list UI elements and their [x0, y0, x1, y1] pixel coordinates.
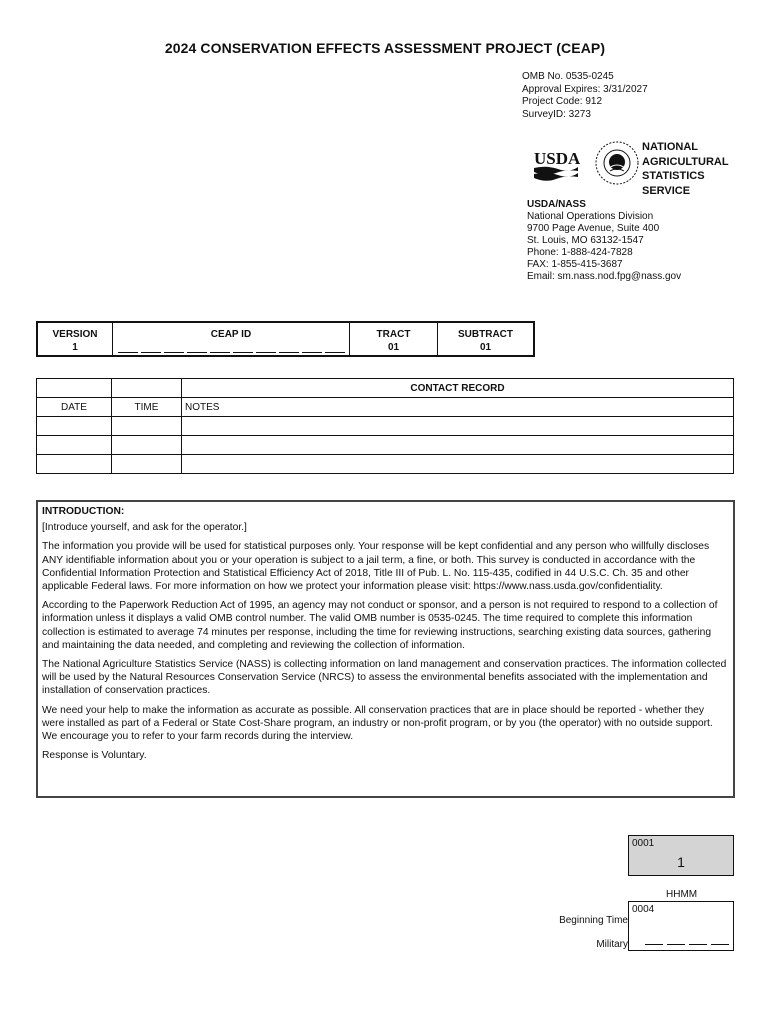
tract-value: 01 [387, 342, 400, 353]
address-division: National Operations Division [527, 211, 654, 222]
subtract-label: SUBTRACT [458, 329, 513, 340]
military-time-blanks[interactable] [645, 935, 729, 945]
omb-number: OMB No. 0535-0245 [522, 71, 614, 82]
agency-address [527, 199, 681, 283]
date-cell[interactable] [37, 436, 112, 455]
nass-seal-icon [594, 140, 640, 186]
address-head: USDA/NASS [527, 199, 586, 210]
confidentiality-paragraph: The information you provide will be used for statistical purposes only. Your response will be kept confidential and any person who willfully discloses ANY identifiable information about you or your operation is subject to a jail term, a fine, or both. This survey is conducted in accordance with the Confidential Information Protection and Statistical Efficiency Act of 2018, Title III of Pub. L. No. 115-435, codified in 44 U.S.C. Ch. 35 and other applicable Federal laws. For more information on how we protect your information please visit: https://www.nass.usda.gov/confidentiality. [42, 541, 710, 593]
table-row[interactable] [37, 436, 734, 455]
agency-line-3: STATISTICS [642, 170, 705, 182]
date-cell[interactable] [37, 455, 112, 474]
id-box [36, 321, 535, 357]
contact-header-row [37, 398, 734, 417]
notes-cell[interactable] [182, 455, 734, 474]
usda-logo-text: USDA [534, 149, 580, 168]
survey-id: SurveyID: 3273 [522, 108, 591, 120]
agency-line-4: SERVICE [642, 184, 691, 197]
contact-record-title: CONTACT RECORD [182, 379, 734, 398]
date-header: DATE [37, 398, 112, 417]
beginning-time-label: Beginning Time [559, 915, 628, 926]
tract-label: TRACT [376, 329, 411, 340]
agency-line-2: AGRICULTURAL [642, 155, 729, 168]
code-number: 0001 [632, 838, 655, 849]
subtract-value: 01 [479, 342, 492, 353]
page-title: 2024 CONSERVATION EFFECTS ASSESSMENT PROJECT (CEAP) [164, 40, 606, 56]
contact-record-table [36, 378, 734, 474]
address-email: Email: sm.nass.nod.fpg@nass.gov [527, 271, 682, 282]
table-row[interactable] [37, 455, 734, 474]
ceap-id-label: CEAP ID [210, 329, 252, 340]
ceap-id-blanks[interactable] [113, 341, 349, 353]
address-phone: Phone: 1-888-424-7828 [527, 247, 633, 258]
approval-expires: Approval Expires: 3/31/2027 [522, 83, 648, 95]
address-street: 9700 Page Avenue, Suite 400 [527, 223, 660, 234]
paperwork-paragraph: According to the Paperwork Reduction Act of 1995, an agency may not conduct or sponsor, and a person is not required to respond to a collection of information unless it displays a valid OMB control number. The valid OMB number is 0535-0245. The time required to complete this information collection is estimated to average 74 minutes per response, including the time for reviewing instructions, searching existing data sources, gathering and maintaining the data needed, and completing and reviewing the collection of information. [42, 600, 718, 651]
time-cell[interactable] [112, 417, 182, 436]
code-box-0001 [628, 835, 734, 876]
notes-cell[interactable] [182, 436, 734, 455]
time-header: TIME [112, 398, 182, 417]
date-cell[interactable] [37, 417, 112, 436]
table-row[interactable] [37, 417, 734, 436]
version-cell [38, 323, 113, 355]
code-box-0004[interactable] [628, 901, 734, 951]
nass-purpose-paragraph: The National Agriculture Statistics Service (NASS) is collecting information on land management and conservation practices. The information collected will be used by the Natural Resources Conservation Service (NRCS) to assess the environmental benefits associated with the implementation and installation of conservation practices. [42, 659, 727, 697]
hhmm-label: HHMM [666, 889, 698, 900]
notes-cell[interactable] [182, 417, 734, 436]
code-number: 0004 [632, 904, 655, 915]
introduction-instruction: [Introduce yourself, and ask for the operator.] [42, 522, 247, 534]
agency-name [642, 140, 729, 198]
omb-info [522, 71, 648, 121]
version-value: 1 [72, 342, 78, 353]
military-label: Military [596, 939, 628, 950]
usda-logo-icon [532, 148, 580, 182]
ceap-id-cell[interactable] [113, 323, 350, 355]
time-cell[interactable] [112, 436, 182, 455]
code-value: 1 [677, 854, 685, 870]
introduction-box [36, 500, 735, 798]
version-label: VERSION [52, 329, 98, 340]
accuracy-paragraph: We need your help to make the information as accurate as possible. All conservation practices that are in place should be reported - whether they were installed as part of a Federal or State Cost-Share program, an industry or non-profit program, or by you (the operator) with no outside support. We encourage you to refer to your farm records during the interview. [42, 704, 713, 743]
time-cell[interactable] [112, 455, 182, 474]
subtract-cell [438, 323, 533, 355]
voluntary-statement: Response is Voluntary. [42, 750, 147, 762]
project-code: Project Code: 912 [522, 96, 603, 107]
tract-cell [350, 323, 438, 355]
address-fax: FAX: 1-855-415-3687 [527, 259, 623, 270]
introduction-heading: INTRODUCTION: [42, 506, 125, 517]
address-city: St. Louis, MO 63132-1547 [527, 235, 644, 246]
notes-header: NOTES [182, 398, 734, 417]
agency-line-1: NATIONAL [642, 141, 699, 153]
contact-title-row [37, 379, 734, 398]
